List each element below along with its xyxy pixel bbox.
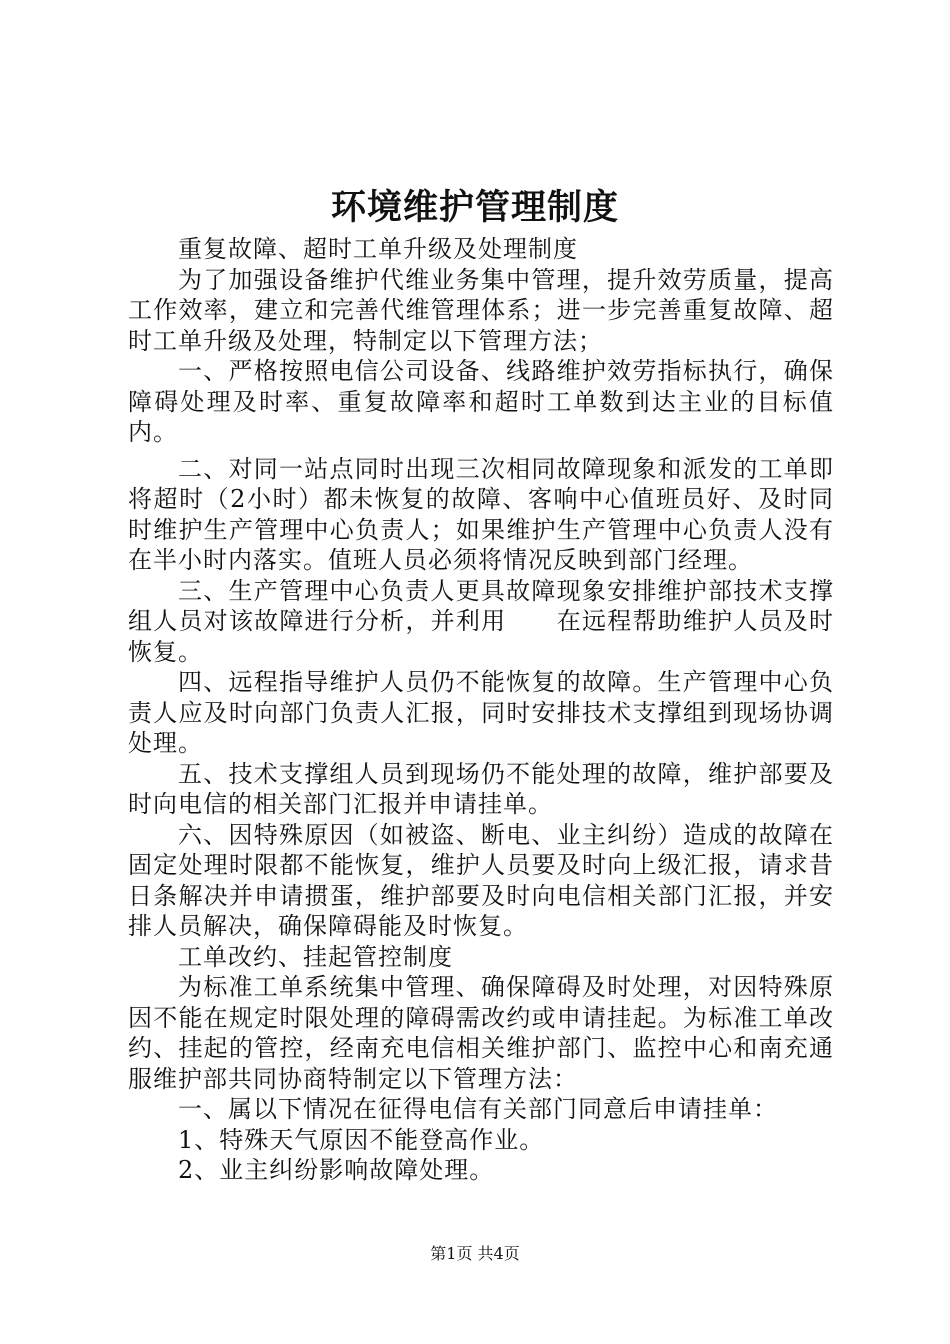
page-footer: 第1页 共4页 xyxy=(430,1244,520,1263)
paragraph-item-2: 二、对同一站点同时出现三次相同故障现象和派发的工单即将超时（2小时）都未恢复的故障、客响中心值班员好、及时同时维护生产管理中心负责人；如果维护生产管理中心负责人没有在半小时内落实。值班人员必须将情况反映到部门经理。 xyxy=(128,454,834,574)
paragraph-item-1: 一、严格按照电信公司设备、线路维护效劳指标执行，确保障碍处理及时率、重复故障率和超时工单数到达主业的目标值内。 xyxy=(128,357,834,446)
document-title: 环境维护管理制度 xyxy=(330,187,619,228)
paragraph-work-order-item-1: 一、属以下情况在征得电信有关部门同意后申请挂单： xyxy=(178,1095,778,1123)
paragraph-item-4: 四、远程指导维护人员仍不能恢复的故障。生产管理中心负责人应及时向部门负责人汇报，同时安排技术支撑组到现场协调处理。 xyxy=(128,668,834,757)
paragraph-item-5: 五、技术支撑组人员到现场仍不能处理的故障，维护部要及时向电信的相关部门汇报并申请挂单。 xyxy=(128,759,834,818)
paragraph-item-3: 三、生产管理中心负责人更具故障现象安排维护部技术支撑组人员对该故障进行分析，并利用 在远程帮助维护人员及时恢复。 xyxy=(128,576,834,666)
paragraph-sub-item-2: 2、业主纠纷影响故障处理。 xyxy=(178,1156,495,1184)
paragraph-intro: 为了加强设备维护代维业务集中管理，提升效劳质量，提高工作效率，建立和完善代维管理体系；进一步完善重复故障、超时工单升级及处理，特制定以下管理方法； xyxy=(128,265,834,355)
paragraph-sub-item-1: 1、特殊天气原因不能登高作业。 xyxy=(178,1125,545,1154)
section-heading-repeat-faults: 重复故障、超时工单升级及处理制度 xyxy=(178,235,578,263)
paragraph-work-order-intro: 为标准工单系统集中管理、确保障碍及时处理，对因特殊原因不能在规定时限处理的障碍需改约或申请挂起。为标准工单改约、挂起的管控，经南充电信相关维护部门、监控中心和南充通服维护部共同协商特制定以下管理方法： xyxy=(128,973,834,1093)
section-heading-work-order: 工单改约、挂起管控制度 xyxy=(178,942,453,971)
document-body xyxy=(128,234,834,1186)
paragraph-item-6: 六、因特殊原因（如被盗、断电、业主纠纷）造成的故障在固定处理时限都不能恢复，维护人员要及时向上级汇报，请求昔日条解决并申请掼蛋，维护部要及时向电信相关部门汇报，并安排人员解决，确保障碍能及时恢复。 xyxy=(128,820,834,940)
